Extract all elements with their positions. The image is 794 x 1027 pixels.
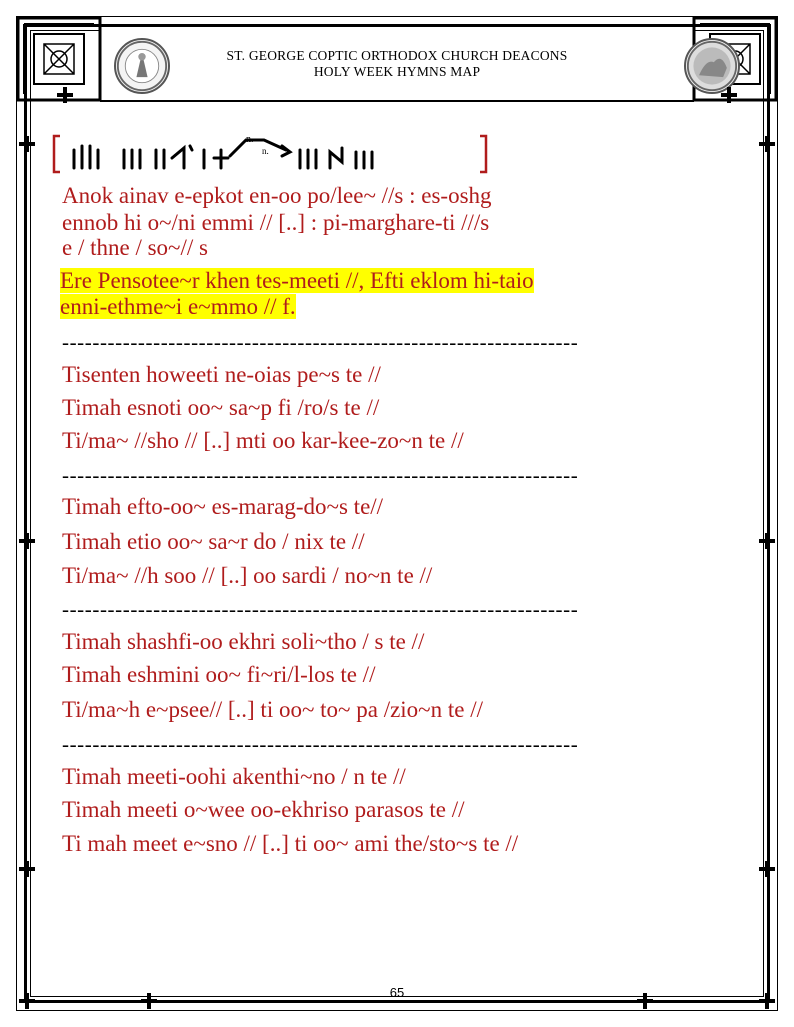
separator-line: -------------------------------------------------------------------- (62, 330, 579, 354)
melody-notation-icon (50, 128, 490, 180)
page-header (170, 48, 624, 80)
highlighted-verse-line (60, 268, 534, 294)
cross-ornament-icon (758, 860, 776, 878)
cross-ornament-icon (720, 86, 738, 104)
separator-line: -------------------------------------------------------------------- (62, 597, 579, 621)
verse-line: ennob hi o~/ni emmi // [..] : pi-marghare-ti ///s (62, 210, 490, 235)
cross-ornament-icon (758, 532, 776, 550)
verse-line: Ti/ma~ //sho // [..] mti oo kar-kee-zo~n te // (62, 428, 464, 453)
highlighted-text: Ere Pensotee~r khen tes-meeti //, Efti eklom hi-taio (60, 268, 534, 293)
cross-ornament-icon (18, 532, 36, 550)
svg-text:n.: n. (246, 134, 254, 145)
verse-line: Timah meeti o~wee oo-ekhriso parasos te // (62, 797, 465, 822)
page-number: 65 (389, 985, 405, 1000)
verse-line: Timah esnoti oo~ sa~p fi /ro/s te // (62, 395, 380, 420)
cross-ornament-icon (56, 86, 74, 104)
header-divider (100, 100, 694, 102)
verse-line: Timah meeti-oohi akenthi~no / n te // (62, 764, 406, 789)
header-title: ST. GEORGE COPTIC ORTHODOX CHURCH DEACONS (226, 48, 568, 63)
verse-line: Ti/ma~ //h soo // [..] oo sardi / no~n te // (62, 563, 433, 588)
verse-line: Timah shashfi-oo ekhri soli~tho / s te // (62, 629, 425, 654)
verse-line: Tisenten howeeti ne-oias pe~s te // (62, 362, 381, 387)
cross-ornament-icon (18, 860, 36, 878)
highlighted-text: enni-ethme~i e~mmo // f. (60, 294, 296, 319)
svg-text:n.: n. (262, 146, 269, 156)
verse-line: Timah etio oo~ sa~r do / nix te // (62, 529, 365, 554)
separator-line: -------------------------------------------------------------------- (62, 463, 579, 487)
verse-line: Anok ainav e-epkot en-oo po/lee~ //s : es-oshg (62, 183, 492, 208)
verse-line: e / thne / so~// s (62, 235, 208, 260)
verse-line: Timah eshmini oo~ fi~ri/l-los te // (62, 662, 376, 687)
church-logo-left-icon (114, 38, 170, 94)
header-subtitle: HOLY WEEK HYMNS MAP (313, 64, 481, 79)
cross-ornament-icon (18, 135, 36, 153)
verse-line: Timah efto-oo~ es-marag-do~s te// (62, 494, 384, 519)
verse-line: Ti mah meet e~sno // [..] ti oo~ ami the/sto~s te // (62, 831, 519, 856)
verse-line: Ti/ma~h e~psee// [..] ti oo~ to~ pa /zio~n te // (62, 697, 484, 722)
highlighted-verse-line (60, 294, 296, 320)
cross-ornament-icon (758, 135, 776, 153)
separator-line: -------------------------------------------------------------------- (62, 732, 579, 756)
